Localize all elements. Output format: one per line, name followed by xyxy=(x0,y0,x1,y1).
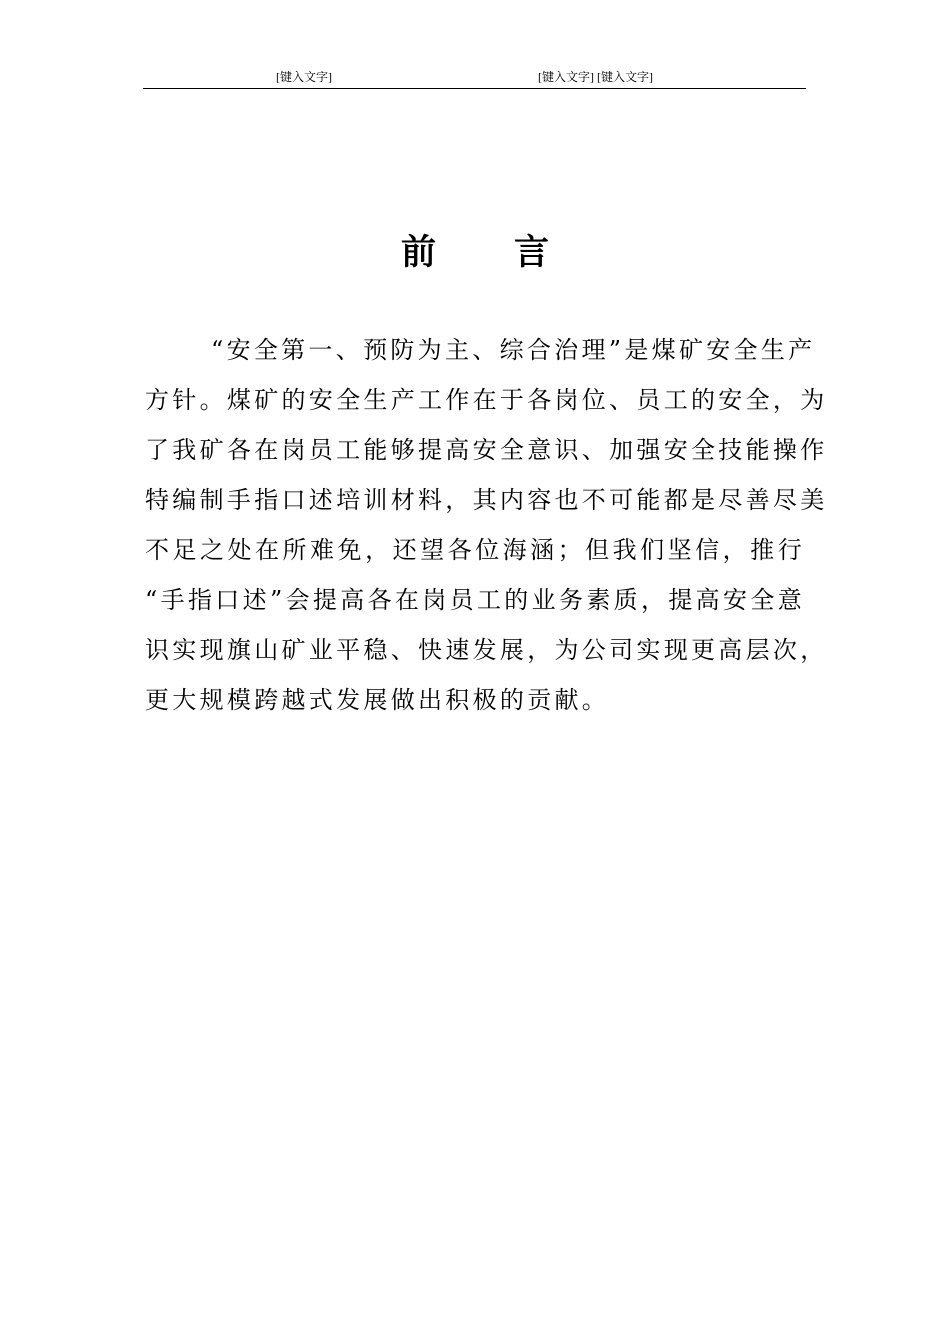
paragraph-line: 方针。煤矿的安全生产工作在于各岗位、员工的安全，为 xyxy=(145,386,828,414)
preface-paragraph xyxy=(145,325,828,725)
paragraph-line: 了我矿各在岗员工能够提高安全意识、加强安全技能操作 xyxy=(145,436,828,464)
header-right-placeholder[interactable]: [键入文字] [键入文字] xyxy=(538,70,653,84)
header-left-placeholder[interactable]: [键入文字] xyxy=(276,70,332,84)
paragraph-line: “手指口述”会提高各在岗员工的业务素质，提高安全意 xyxy=(145,586,805,614)
paragraph-line: 更大规模跨越式发展做出积极的贡献。 xyxy=(145,686,610,714)
page-title: 前言 xyxy=(400,233,627,273)
paragraph-line: 不足之处在所难免，还望各位海涵；但我们坚信，推行 xyxy=(145,536,805,564)
paragraph-line: “安全第一、预防为主、综合治理”是煤矿安全生产 xyxy=(211,336,816,364)
paragraph-line: 识实现旗山矿业平稳、快速发展，为公司实现更高层次， xyxy=(145,636,828,664)
page-header xyxy=(143,64,806,89)
paragraph-line: 特编制手指口述培训材料，其内容也不可能都是尽善尽美 xyxy=(145,486,828,514)
